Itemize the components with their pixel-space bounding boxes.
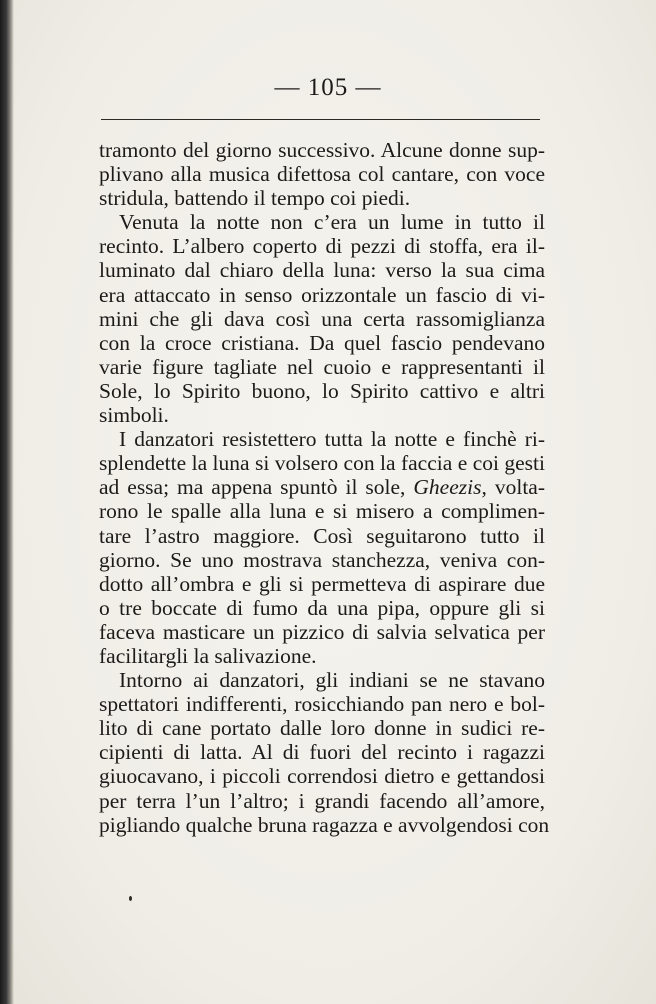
text-line: facilitargli la salivazione. xyxy=(99,643,317,668)
italic-word: Gheezis xyxy=(413,475,482,500)
text-line: plivano alla musica difettosa col cantare, con voce xyxy=(99,162,545,187)
text-line: dotto all’ombra e gli si permetteva di aspirare due xyxy=(99,571,545,596)
text-line: pigliando qualche bruna ragazza e avvolgendosi con xyxy=(99,812,550,837)
header-rule xyxy=(101,119,540,120)
text-line: Intorno ai danzatori, gli indiani se ne stavano xyxy=(119,668,545,693)
text-line: giorno. Se uno mostrava stanchezza, veniva con- xyxy=(99,547,545,572)
text-segment: ad essa; ma appena spuntò il sole, xyxy=(99,475,414,500)
text-line: rono le spalle alla luna e si misero a complimen- xyxy=(99,499,545,524)
text-line: Venuta la notte non c’era un lume in tutto il xyxy=(119,210,545,235)
text-line: era attaccato in senso orizzontale un fascio di vi- xyxy=(99,282,545,307)
text-line: tare l’astro maggiore. Così seguitarono tutto il xyxy=(99,523,545,548)
text-line: o tre boccate di fumo da una pipa, oppure gli si xyxy=(99,595,545,620)
text-line: cipienti di latta. Al di fuori del recinto i ragazzi xyxy=(99,740,545,765)
ink-speck xyxy=(129,896,132,901)
text-line: Sole, lo Spirito buono, lo Spirito cattivo e altri xyxy=(99,378,545,403)
binding-edge xyxy=(0,0,14,1004)
text-line: luminato dal chiaro della luna: verso la sua cima xyxy=(99,258,545,283)
page-number: — 105 — xyxy=(274,74,382,101)
text-line: mini che gli dava così una certa rassomiglianza xyxy=(99,306,545,331)
text-line: giuocavano, i piccoli correndosi dietro e gettandosi xyxy=(99,764,545,789)
text-line: per terra l’un l’altro; i grandi facendo all’amore, xyxy=(99,788,545,813)
text-line: stridula, battendo il tempo coi piedi. xyxy=(99,186,411,211)
text-line: recinto. L’albero coperto di pezzi di stoffa, era il- xyxy=(99,234,545,259)
text-line: lito di cane portato dalle loro donne in sudici re- xyxy=(99,716,545,741)
text-line: tramonto del giorno successivo. Alcune donne sup- xyxy=(99,138,545,162)
text-line: faceva masticare un pizzico di salvia selvatica per xyxy=(99,619,545,644)
text-line: con la croce cristiana. Da quel fascio pendevano xyxy=(99,330,545,355)
text-segment: , volta- xyxy=(481,475,545,500)
text-line: simboli. xyxy=(99,403,169,428)
text-line: I danzatori resistettero tutta la notte e finchè ri- xyxy=(119,427,545,452)
body-text xyxy=(99,138,550,837)
text-line: varie figure tagliate nel cuoio e rappresentanti il xyxy=(99,354,545,379)
text-line: spettatori indifferenti, rosicchiando pan nero e bol- xyxy=(99,692,545,717)
text-line xyxy=(99,475,545,499)
text-line: splendette la luna si volsero con la faccia e coi gesti xyxy=(99,451,545,476)
